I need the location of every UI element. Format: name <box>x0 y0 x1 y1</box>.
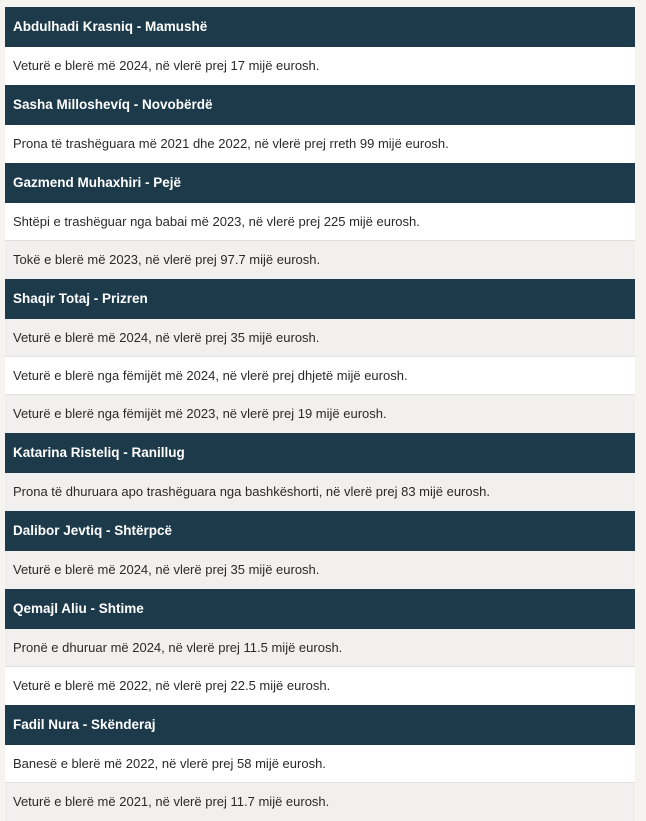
asset-row: Pronë e dhuruar më 2024, në vlerë prej 11.5 mijë eurosh. <box>5 629 635 667</box>
official-header: Gazmend Muhaxhiri - Pejë <box>5 163 635 203</box>
official-header: Dalibor Jevtiq - Shtërpcë <box>5 511 635 551</box>
official-header: Fadil Nura - Skënderaj <box>5 705 635 745</box>
asset-row: Veturë e blerë më 2024, në vlerë prej 35 mijë eurosh. <box>5 551 635 589</box>
asset-row: Prona të dhuruara apo trashëguara nga bashkëshorti, në vlerë prej 83 mijë eurosh. <box>5 473 635 511</box>
asset-row: Shtëpi e trashëguar nga babai më 2023, në vlerë prej 225 mijë eurosh. <box>5 203 635 241</box>
asset-row: Veturë e blerë nga fëmijët më 2023, në vlerë prej 19 mijë eurosh. <box>5 395 635 433</box>
asset-row: Veturë e blerë më 2022, në vlerë prej 22.5 mijë eurosh. <box>5 667 635 705</box>
asset-row: Banesë e blerë më 2022, në vlerë prej 58 mijë eurosh. <box>5 745 635 783</box>
official-header: Shaqir Totaj - Prizren <box>5 279 635 319</box>
official-header: Qemajl Aliu - Shtime <box>5 589 635 629</box>
asset-row: Tokë e blerë më 2023, në vlerë prej 97.7 mijë eurosh. <box>5 241 635 279</box>
asset-row: Veturë e blerë nga fëmijët më 2024, në vlerë prej dhjetë mijë eurosh. <box>5 357 635 395</box>
asset-row: Prona të trashëguara më 2021 dhe 2022, në vlerë prej rreth 99 mijë eurosh. <box>5 125 635 163</box>
official-header: Katarina Risteliq - Ranillug <box>5 433 635 473</box>
asset-row: Veturë e blerë më 2021, në vlerë prej 11.7 mijë eurosh. <box>5 783 635 821</box>
official-header: Abdulhadi Krasniq - Mamushë <box>5 7 635 47</box>
official-header: Sasha Milloshevíq - Novobërdë <box>5 85 635 125</box>
asset-row: Veturë e blerë më 2024, në vlerë prej 35 mijë eurosh. <box>5 319 635 357</box>
asset-row: Veturë e blerë më 2024, në vlerë prej 17 mijë eurosh. <box>5 47 635 85</box>
asset-declaration-list <box>5 7 635 821</box>
